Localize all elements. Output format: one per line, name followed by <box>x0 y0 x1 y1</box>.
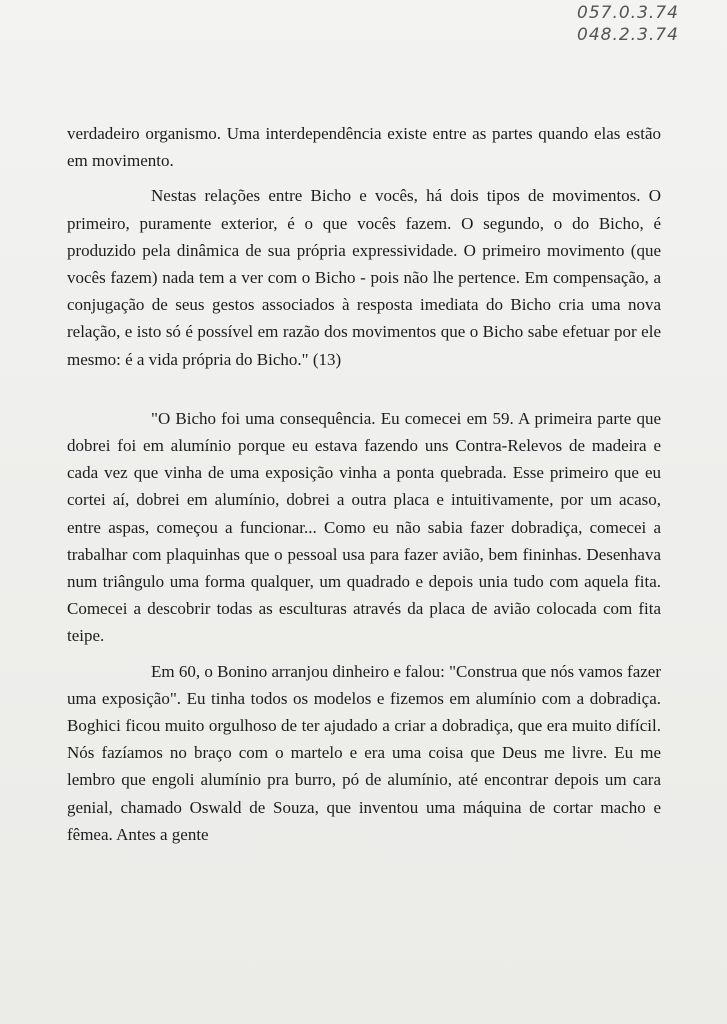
paragraph: verdadeiro organismo. Uma interdependência existe entre as partes quando elas estão em movimento. <box>67 124 661 171</box>
paragraph: "O Bicho foi uma consequência. Eu comecei em 59. A primeira parte que dobrei foi em alumínio porque eu estava fazendo uns Contra-Relevos de madeira e cada vez que vinha de uma exposição vinha a ponta quebrada. Esse primeiro que eu cortei aí, dobrei em alumínio, dobrei a outra placa e intuitivamente, por um acaso, entre aspas, começou a funcionar... Como eu não sabia fazer dobradiça, comecei a trabalhar com plaquinhas que o pessoal usa para fazer avião, bem fininhas. Desenhava num triângulo uma forma qualquer, um quadrado e depois unia tudo com aquela fita. Comecei a descobrir todas as esculturas através da placa de avião colocada com fita teipe. <box>67 408 661 646</box>
paragraph: Nestas relações entre Bicho e vocês, há dois tipos de movimentos. O primeiro, puramente exterior, é o que vocês fazem. O segundo, o do Bicho, é produzido pela dinâmica de sua própria expressividade. O primeiro movimento (que vocês fazem) nada tem a ver com o Bicho - pois não lhe pertence. Em compensação, a conjugação de seus gestos associados à resposta imediata do Bicho cria uma nova relação, e isto só é possível em razão dos movimentos que o Bicho sabe efetuar por ele mesmo: é a vida própria do Bicho." (13) <box>67 186 661 369</box>
annotation-line-2: 048.2.3.74 <box>577 25 679 45</box>
annotation-line-1: 057.0.3.74 <box>577 3 679 23</box>
handwritten-annotation <box>577 2 707 46</box>
body-text <box>67 120 661 848</box>
paragraph: Em 60, o Bonino arranjou dinheiro e falou: "Construa que nós vamos fazer uma exposição". Eu tinha todos os modelos e fizemos em alumínio com a dobradiça. Boghici ficou muito orgulhoso de ter ajudado a criar a dobradiça, que era muito difícil. Nós fazíamos no braço com o martelo e era uma coisa que Deus me livre. Eu me lembro que engoli alumínio pra burro, pó de alumínio, até encontrar depois um cara genial, chamado Oswald de Souza, que inventou uma máquina de cortar macho e fêmea. Antes a gente <box>67 661 661 844</box>
